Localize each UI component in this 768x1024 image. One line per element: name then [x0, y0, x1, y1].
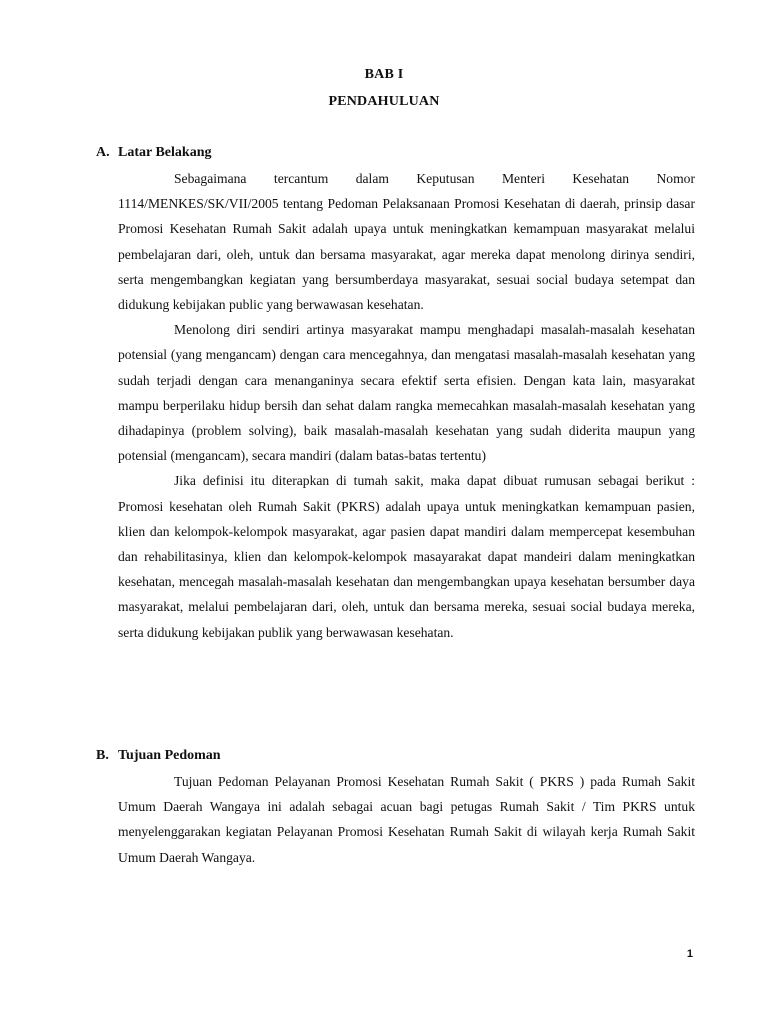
section-heading-tujuan-pedoman	[96, 748, 221, 764]
section-title: Latar Belakang	[118, 145, 212, 160]
section-body-latar-belakang	[118, 166, 695, 645]
paragraph: Tujuan Pedoman Pelayanan Promosi Kesehatan Rumah Sakit ( PKRS ) pada Rumah Sakit Umum Daerah Wangaya ini adalah sebagai acuan bagi petugas Rumah Sakit / Tim PKRS untuk menyelenggarakan kegiatan Pelayanan Promosi Kesehatan Rumah Sakit di wilayah kerja Rumah Sakit Umum Daerah Wangaya.	[118, 774, 695, 865]
paragraph: Sebagaimana tercantum dalam Keputusan Menteri Kesehatan Nomor 1114/MENKES/SK/VII/2005 tentang Pedoman Pelaksanaan Promosi Kesehatan di daerah, prinsip dasar Promosi Kesehatan Rumah Sakit adalah upaya untuk meningkatkan kemampuan masyarakat melalui pembelajaran dari, oleh, untuk dan bersama masyarakat, agar mereka dapat menolong dirinya sendiri, serta mengembangkan kegiatan yang bersumberdaya masyarakat, sesuai social budaya setempat dan didukung kebijakan public yang berwawasan kesehatan.	[118, 171, 695, 313]
page-number: 1	[686, 948, 693, 960]
section-heading-latar-belakang	[96, 145, 211, 161]
section-letter: B.	[96, 748, 109, 763]
chapter-number: BAB I	[364, 67, 404, 82]
chapter-title: PENDAHULUAN	[328, 94, 440, 109]
paragraph: Menolong diri sendiri artinya masyarakat mampu menghadapi masalah-masalah kesehatan potensial (yang mengancam) dengan cara mencegahnya, dan mengatasi masalah-masalah kesehatan yang sudah terjadi dengan cara menanganinya secara efektif serta efisien. Dengan kata lain, masyarakat mampu berperilaku hidup bersih dan sehat dalam rangka memecahkan masalah-masalah kesehatan yang dihadapinya (problem solving), baik masalah-masalah kesehatan yang sudah diderita maupun yang potensial (mengancam), secara mandiri (dalam batas-batas tertentu)	[118, 322, 695, 464]
paragraph: Jika definisi itu diterapkan di tumah sakit, maka dapat dibuat rumusan sebagai berikut : Promosi kesehatan oleh Rumah Sakit (PKRS) adalah upaya untuk meningkatkan kemampuan pasien, klien dan kelompok-kelompok masyarakat, agar pasien dapat mandiri dalam mempercepat kesembuhan dan rehabilitasinya, klien dan kelompok-kelompok masayarakat dapat mandeiri dalam meningkatkan kesehatan, mencegah masalah-masalah kesehatan dan mengembangkan upaya kesehatan bersumber daya masyarakat, melalui pembelajaran dari, oleh, untuk dan bersama mereka, sesuai social budaya mereka, serta didukung kebijakan publik yang berwawasan kesehatan.	[118, 473, 695, 640]
section-body-tujuan-pedoman	[118, 769, 695, 870]
section-letter: A.	[96, 145, 110, 160]
section-title: Tujuan Pedoman	[118, 748, 221, 763]
